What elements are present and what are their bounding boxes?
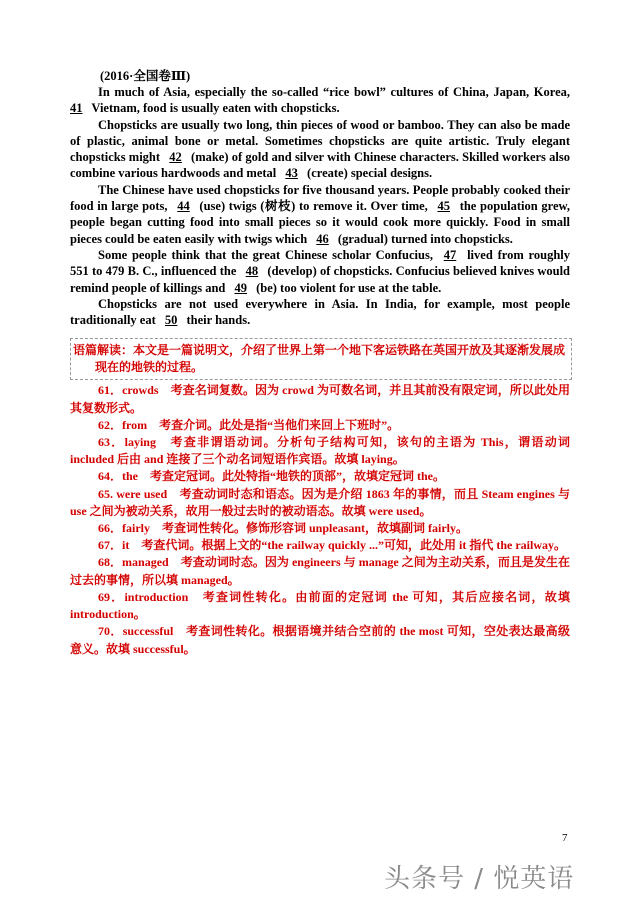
- blank-49: 49: [234, 280, 247, 295]
- answer-item: 66．fairly 考查词性转化。修饰形容词 unpleasant，故填副词 fairly。: [98, 521, 469, 536]
- page-number: 7: [562, 832, 568, 844]
- answer-item: 64．the 考查定冠词。此处特指“地铁的顶部”，故填定冠词 the。: [98, 469, 445, 484]
- blank-46: 46: [316, 231, 329, 246]
- blank-43: 43: [285, 166, 298, 181]
- blank-44: 44: [177, 199, 190, 214]
- blank-48: 48: [245, 264, 259, 279]
- exam-source: (2016·全国卷Ⅲ): [100, 69, 191, 83]
- passage-paragraph-1: In much of Asia, especially the so-called “rice bowl” cultures of China, Japan, Korea, 41 Vietnam, food is usually eaten with chopsticks.: [70, 85, 570, 116]
- answer-item: 65. were used 考查动词时态和语态。因为是介绍 1863 年的事情，而且 Steam engines 与 use 之间为被动关系，故用一般过去时的被动语态。故填 were used。: [70, 486, 570, 518]
- cloze-passage: [70, 84, 570, 328]
- passage-paragraph-4: Some people think that the great Chinese scholar Confucius, 47 lived from roughly 551 to 479 B. C., influenced the 48 (develop) of chopsticks. Confucius believed knives would remind people of killings and 49 (be) too violent for use at the table.: [70, 247, 570, 295]
- answer-item: 70．successful 考查词性转化。根据语境并结合空前的 the most 可知，空处表达最高级意义。故填 successful。: [70, 624, 570, 656]
- answer-item: 67．it 考查代词。根据上文的“the railway quickly ...”可知，此处用 it 指代 the railway。: [98, 538, 566, 553]
- answer-item: 61．crowds 考查名词复数。因为 crowd 为可数名词，并且其前没有限定词，所以此处用其复数形式。: [70, 383, 570, 415]
- answer-item: 62．from 考查介词。此处是指“当他们来回上下班时”。: [98, 417, 400, 432]
- answer-key: [70, 382, 570, 657]
- blank-41: 41: [70, 101, 83, 116]
- answer-item: 68．managed 考查动词时态。因为 engineers 与 manage 之间为主动关系，而且是发生在过去的事情，所以填 managed。: [70, 555, 570, 587]
- discourse-analysis-box: [70, 338, 572, 380]
- passage-paragraph-3: The Chinese have used chopsticks for five thousand years. People probably cooked their food in large pots, 44 (use) twigs (树枝) to remove it. Over time, 45 the population grew, people began cutting food into small pieces so it would cook more quickly. Food in small pieces could be eaten easily with twigs which 46 (gradual) turned into chopsticks.: [70, 182, 570, 246]
- passage-paragraph-2: Chopsticks are usually two long, thin pieces of wood or bamboo. They can also be made of plastic, animal bone or metal. Sometimes chopsticks are quite artistic. Truly elegant chopsticks might 42 (make) of gold and silver with Chinese characters. Skilled workers also combine various hardwoods and metal 43 (create) special designs.: [70, 117, 570, 181]
- blank-50: 50: [164, 313, 178, 328]
- analysis-text: 本文是一篇说明文，介绍了世界上第一个地下客运铁路在英国开放及其逐渐发展成现在的地铁的过程。: [95, 343, 566, 375]
- blank-47: 47: [443, 247, 457, 262]
- passage-paragraph-5: Chopsticks are not used everywhere in Asia. In India, for example, most people traditionally eat 50 their hands.: [70, 296, 570, 328]
- answer-item: 69．introduction 考查词性转化。由前面的定冠词 the 可知，其后应接名词，故填 introduction。: [70, 589, 570, 622]
- answer-item: 63．laying 考查非谓语动词。分析句子结构可知，该句的主语为 This，谓语动词 included 后由 and 连接了三个动名词短语作宾语。故填 laying。: [70, 435, 570, 467]
- blank-42: 42: [169, 150, 182, 165]
- watermark: 头条号 / 悦英语: [384, 864, 575, 894]
- document-page: [70, 68, 570, 658]
- blank-45: 45: [437, 199, 450, 214]
- analysis-label: 语篇解读：: [73, 343, 134, 358]
